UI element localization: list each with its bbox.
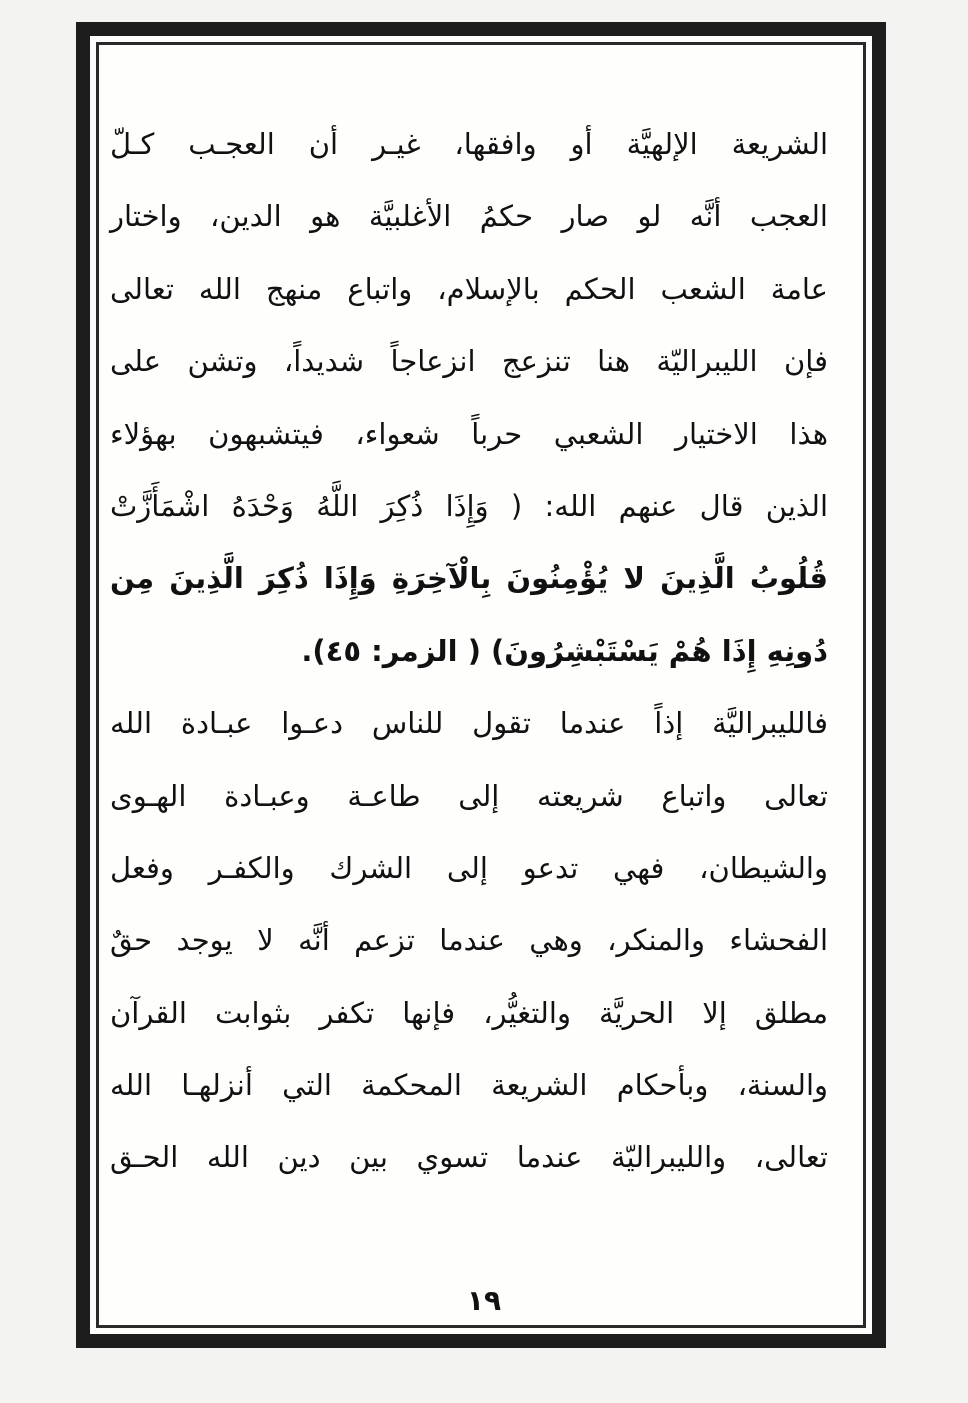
text-line: والسنة، وبأحكام الشريعة المحكمة التي أنزلهـا الله [110,1068,828,1103]
text-line: تعالى، والليبراليّة عندما تسوي بين دين الله الحـق [110,1140,828,1175]
text-line: تعالى واتباع شريعته إلى طاعـة وعبـادة الهـوى [110,778,828,813]
text-line: الشريعة الإلهيَّة أو وافقها، غيـر أن العجـب كـلّ [110,127,828,161]
page-body-text [110,108,828,1194]
text-line: مطلق إلا الحريَّة والتغيُّر، فإنها تكفر بثوابت القرآن [110,995,828,1030]
text-line: الفحشاء والمنكر، وهي عندما تزعم أنَّه لا يوجد حقٌ [110,923,828,958]
text-line: هذا الاختيار الشعبي حرباً شعواء، فيتشبهون بهؤلاء [110,416,828,451]
quran-verse-line: قُلُوبُ الَّذِينَ لا يُؤْمِنُونَ بِالْآخِرَةِ وَإِذَا ذُكِرَ الَّذِينَ مِن [110,561,828,596]
text-line: العجب أنَّه لو صار حكمُ الأغلبيَّة هو الدين، واختار [110,199,828,234]
page-number: ١٩ [466,1284,502,1317]
text-line: فالليبراليَّة إذاً عندما تقول للناس دعـوا عبـادة الله [110,706,828,741]
text-line: والشيطان، فهي تدعو إلى الشرك والكفـر وفعل [110,850,828,885]
quran-verse-line: دُونِهِ إِذَا هُمْ يَسْتَبْشِرُونَ) ( الزمر: ٤٥). [301,633,828,668]
text-line: فإن الليبراليّة هنا تنزعج انزعاجاً شديداً، وتشن على [110,344,828,379]
text-line: الذين قال عنهم الله: ( وَإِذَا ذُكِرَ اللَّهُ وَحْدَهُ اشْمَأَزَّتْ [110,488,828,523]
text-line: عامة الشعب الحكم بالإسلام، واتباع منهج الله تعالى [110,271,828,306]
